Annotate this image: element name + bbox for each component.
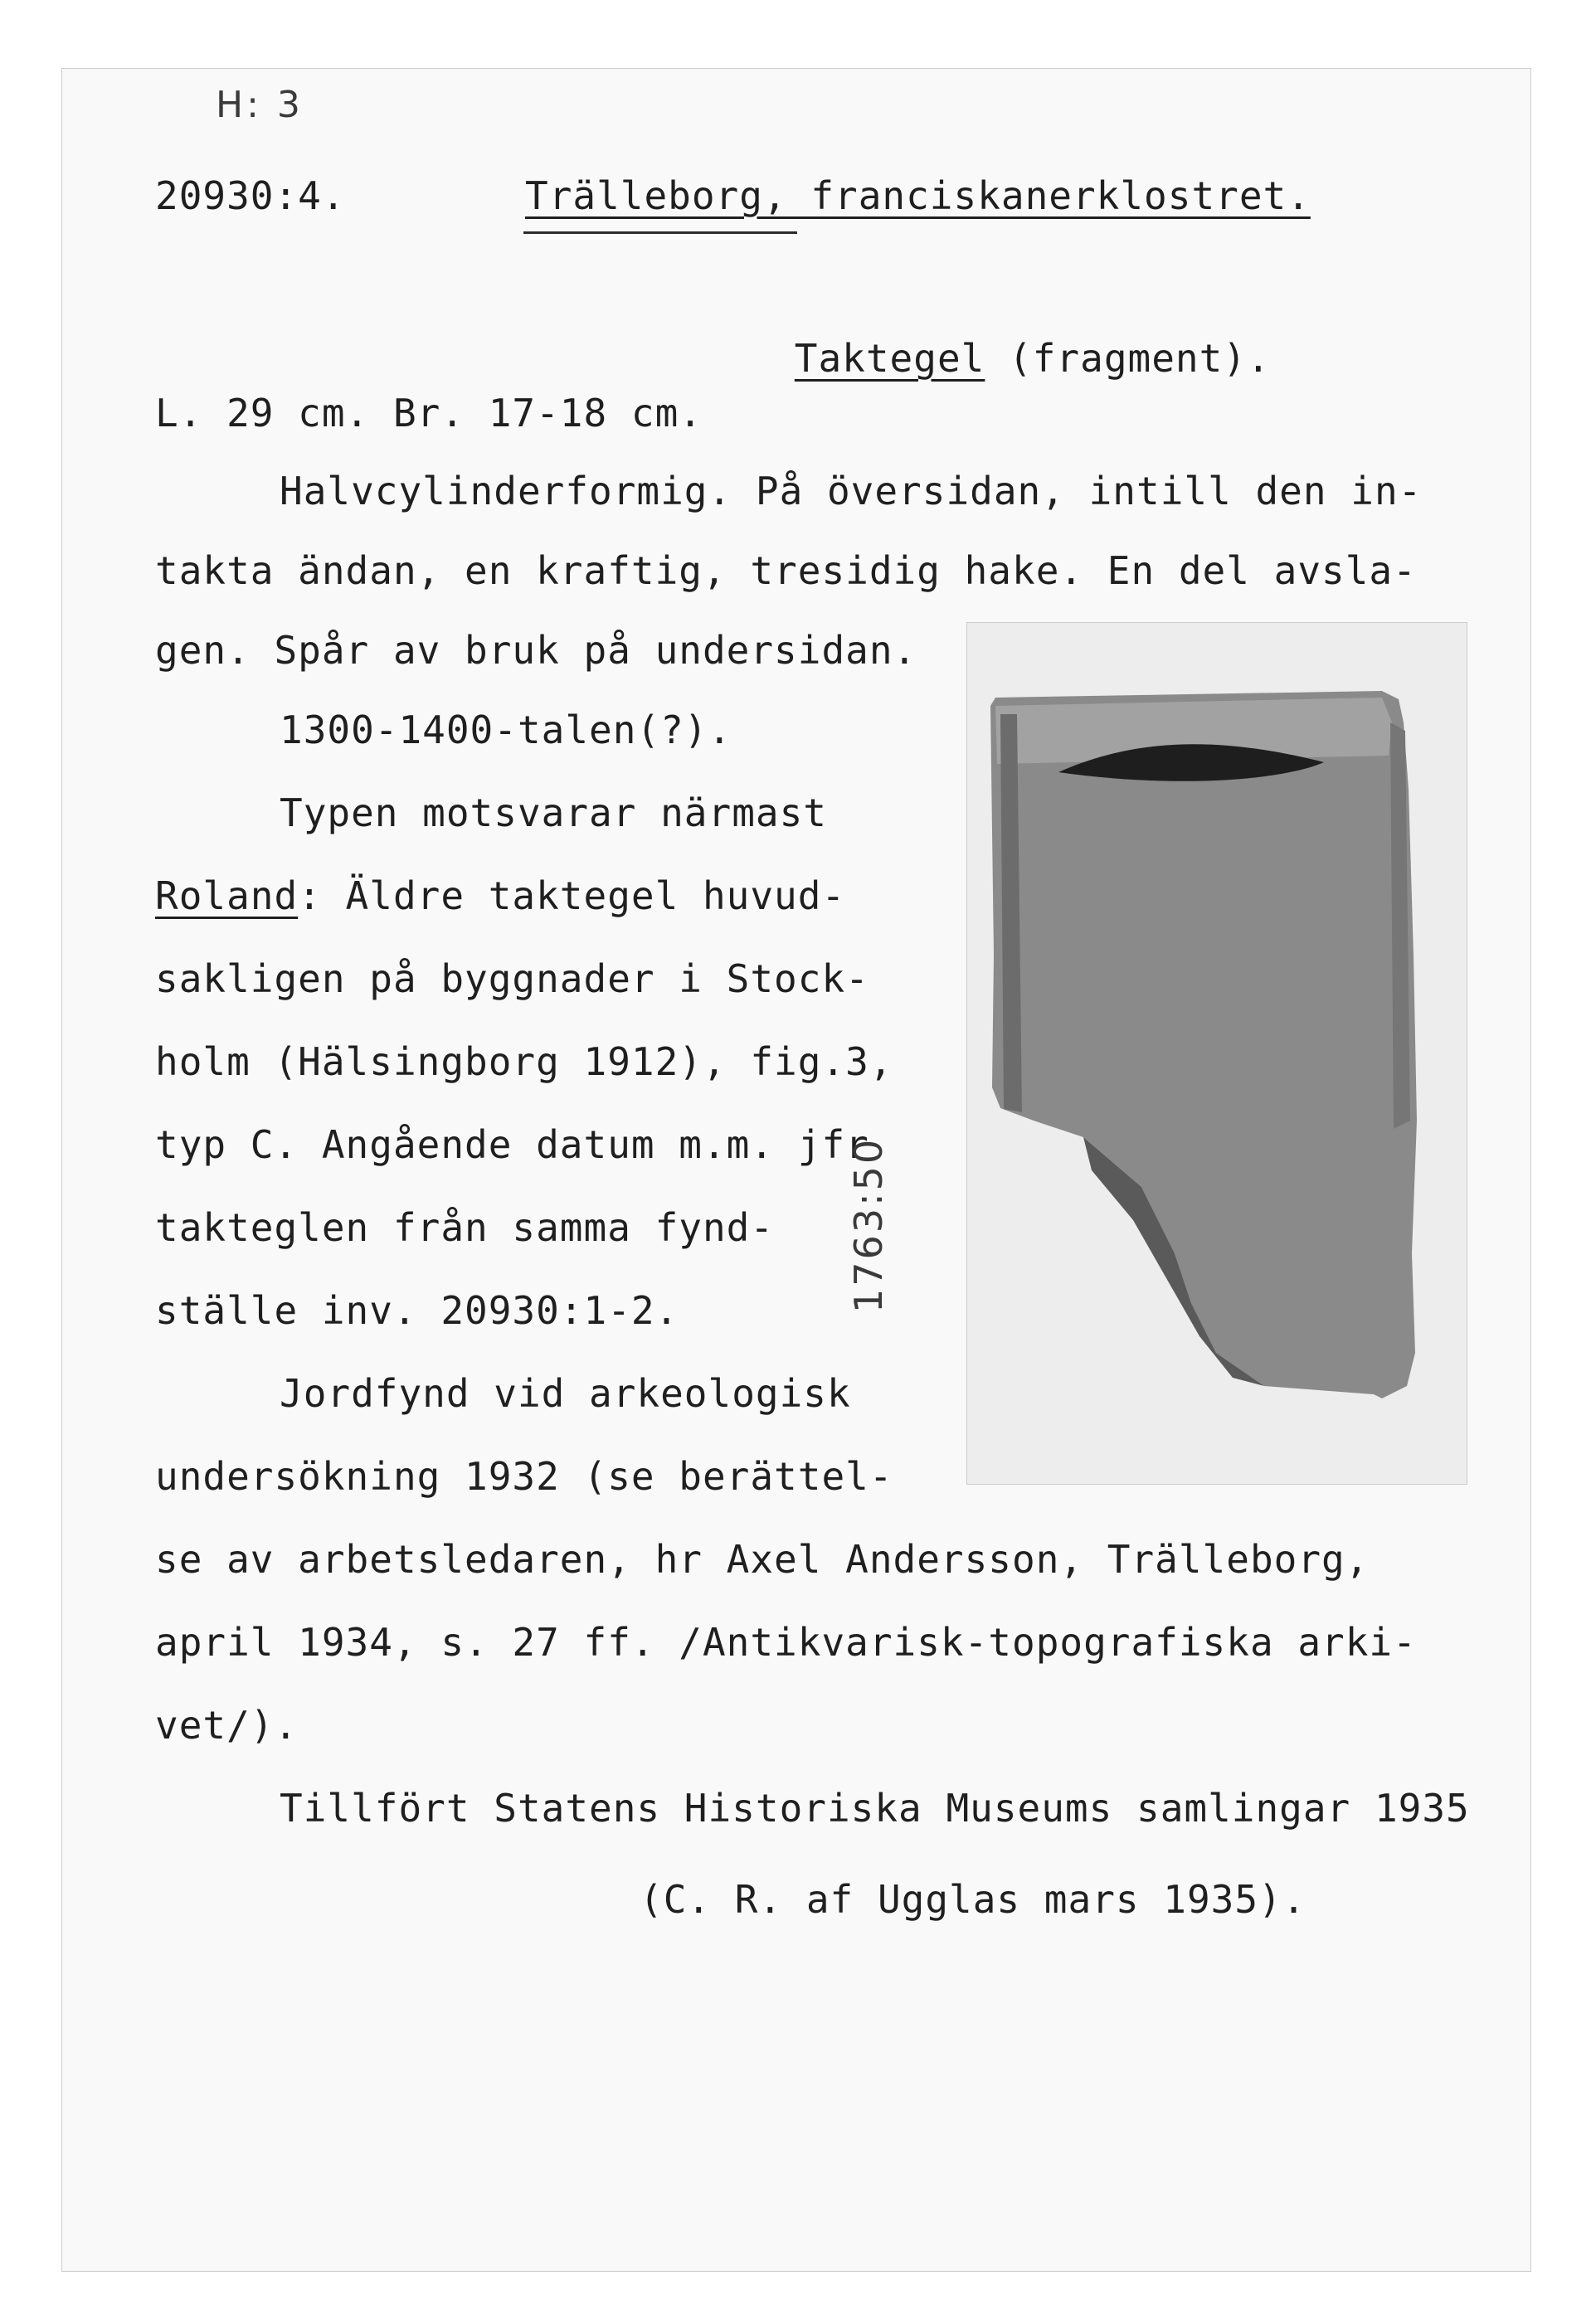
body-line-7: sakligen på byggnader i Stock-: [155, 956, 869, 1001]
site-underline-pen-mark: [523, 231, 797, 234]
body-line-8: holm (Hälsingborg 1912), fig.3,: [155, 1039, 893, 1084]
body-line-6: [155, 873, 846, 918]
body-line-12: Jordfynd vid arkeologisk: [280, 1371, 851, 1416]
body-line-5: Typen motsvarar närmast: [280, 790, 827, 835]
body-line-11: ställe inv. 20930:1-2.: [155, 1288, 679, 1333]
inventory-number: 20930:4.: [155, 173, 346, 218]
tile-body: [990, 691, 1417, 1398]
reference-author: Roland: [155, 873, 299, 918]
dating: 1300-1400-talen(?).: [280, 708, 732, 752]
body-line-15: april 1934, s. 27 ff. /Antikvarisk-topografiska arki-: [155, 1620, 1417, 1665]
body-line-1: Halvcylinderformig. På översidan, intill den in-: [280, 469, 1423, 513]
body-line-14: se av arbetsledaren, hr Axel Andersson, Trälleborg,: [155, 1537, 1370, 1582]
body-line-9: typ C. Angående datum m.m. jfr: [155, 1122, 869, 1167]
signature-line: (C. R. af Ugglas mars 1935).: [640, 1877, 1306, 1922]
object-name-suffix: (fragment).: [1009, 336, 1271, 381]
site-heading: Trälleborg, franciskanerklostret.: [525, 173, 1311, 218]
shelf-mark-handwritten: H: 3: [216, 84, 304, 126]
tile-photograph: [966, 622, 1467, 1485]
object-name: Taktegel: [794, 336, 985, 381]
body-line-13: undersökning 1932 (se berättel-: [155, 1454, 893, 1499]
dimensions: L. 29 cm. Br. 17-18 cm.: [155, 391, 703, 435]
object-title: [699, 301, 1271, 416]
catalog-card: [61, 68, 1531, 2272]
accession-line: Tillfört Statens Historiska Museums samlingar 1935: [280, 1786, 1470, 1831]
body-line-3: gen. Spår av bruk på undersidan.: [155, 628, 917, 673]
body-line-16: vet/).: [155, 1703, 299, 1748]
reference-title: : Äldre taktegel huvud-: [298, 873, 846, 918]
body-line-10: takteglen från samma fynd-: [155, 1205, 775, 1250]
body-line-2: takta ändan, en kraftig, tresidig hake. En del avsla-: [155, 548, 1417, 593]
roof-tile-image: [967, 623, 1467, 1484]
photo-number-handwritten: 1763:50: [846, 1136, 891, 1313]
